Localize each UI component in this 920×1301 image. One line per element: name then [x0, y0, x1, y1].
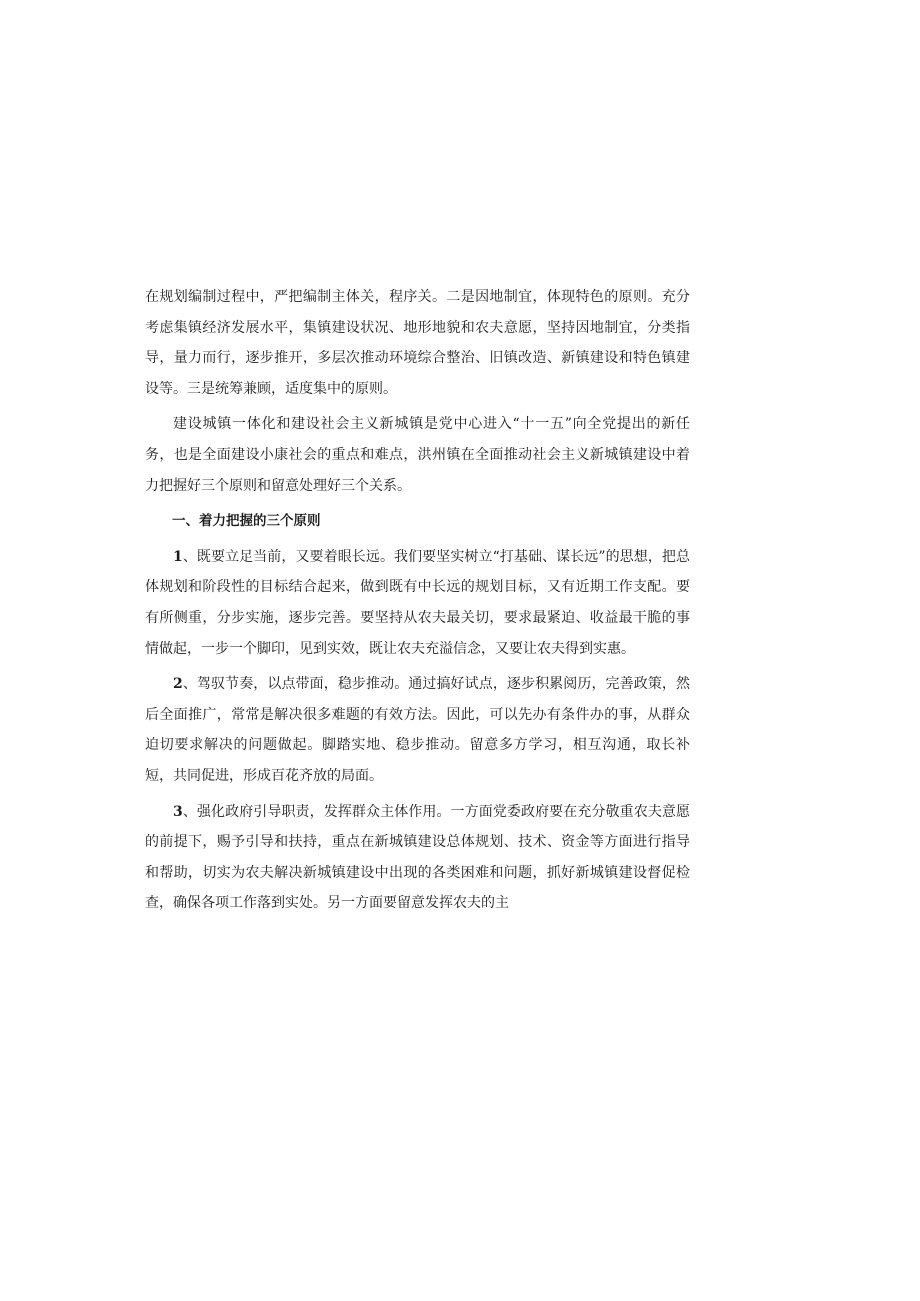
principle-item-1: [145, 542, 690, 664]
principle-item-2: [145, 669, 690, 791]
principle-item-3: [145, 797, 690, 919]
section-heading: 一、着力把握的三个原则: [172, 513, 321, 530]
document-body: [145, 282, 690, 924]
principle-number: 1: [173, 548, 183, 565]
paragraph-intro: 建设城镇一体化和建设社会主义新城镇是党中心进入“十一五”向全党提出的新任务，也是全面建设小康社会的重点和难点，洪州镇在全面推动社会主义新城镇建设中着力把握好三个原则和留意处理好三个关系。: [145, 416, 690, 494]
principle-number: 3: [173, 803, 183, 820]
principle-text: 、驾驭节奏，以点带面，稳步推动。通过搞好试点，逐步积累阅历，完善政策，然后全面推广，常常是解决很多难题的有效方法。因此，可以先办有条件办的事，从群众迫切要求解决的问题做起。脚踏实地、稳步推动。留意多方学习，相互沟通，取长补短，共同促进，形成百花齐放的局面。: [145, 676, 690, 784]
principle-text: 、既要立足当前，又要着眼长远。我们要坚实树立“打基础、谋长远”的思想，把总体规划和阶段性的目标结合起来，做到既有中长远的规划目标，又有近期工作支配。要有所侧重，分步实施，逐步完善。要坚持从农夫最关切，要求最紧迫、收益最干脆的事情做起，一步一个脚印，见到实效，既让农夫充溢信念，又要让农夫得到实惠。: [145, 548, 690, 657]
paragraph-continued: 在规划编制过程中，严把编制主体关，程序关。二是因地制宜，体现特色的原则。充分考虑集镇经济发展水平，集镇建设状况、地形地貌和农夫意愿，坚持因地制宜，分类指导，量力而行，逐步推开，多层次推动环境综合整治、旧镇改造、新镇建设和特色镇建设等。三是统筹兼顾，适度集中的原则。: [145, 289, 690, 397]
principle-text: 、强化政府引导职责，发挥群众主体作用。一方面党委政府要在充分敬重农夫意愿的前提下，赐予引导和扶持，重点在新城镇建设总体规划、技术、资金等方面进行指导和帮助，切实为农夫解决新城镇建设中出现的各类困难和问题，抓好新城镇建设督促检查，确保各项工作落到实处。另一方面要留意发挥农夫的主: [145, 803, 690, 912]
principle-number: 2: [173, 676, 183, 693]
